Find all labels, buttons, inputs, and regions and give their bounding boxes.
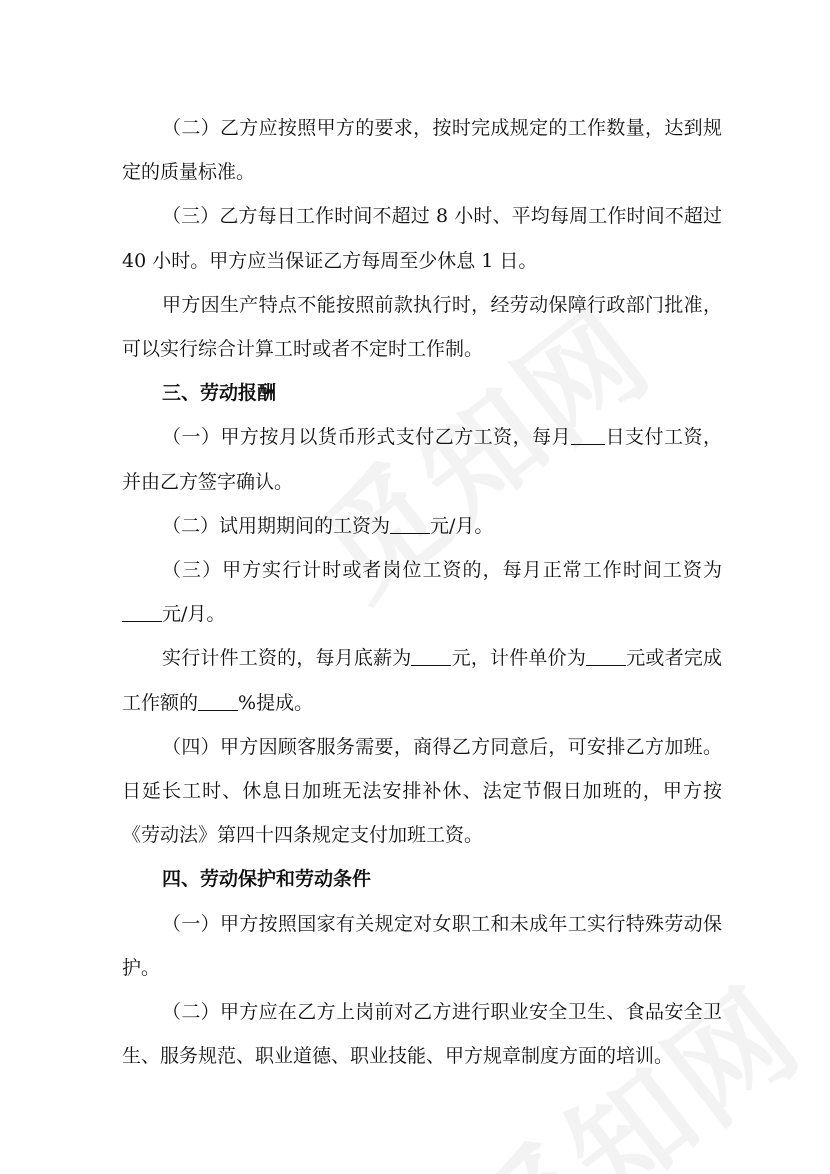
text-segment: %提成。 xyxy=(238,691,314,714)
fill-in-blank xyxy=(571,426,605,445)
text-segment: 日支付工资，并由乙方签字确认。 xyxy=(122,426,722,493)
paragraph: （一）甲方按照国家有关规定对女职工和未成年工实行特殊劳动保护。 xyxy=(122,912,722,979)
section-heading: 三、劳动报酬 xyxy=(162,382,277,405)
fill-in-blank xyxy=(411,647,451,666)
text-segment: 元/月。 xyxy=(430,514,494,537)
text-segment: 实行计件工资的，每月底薪为 xyxy=(162,647,412,670)
fill-in-blank xyxy=(586,647,626,666)
text-segment: 元，计件单价为 xyxy=(451,647,587,670)
text-segment: 元/月。 xyxy=(162,603,226,626)
paragraph xyxy=(122,504,722,548)
paragraph: 甲方因生产特点不能按照前款执行时，经劳动保障行政部门批准，可以实行综合计算工时或者不定时工作制。 xyxy=(122,293,722,361)
fill-in-blank xyxy=(198,692,238,711)
paragraph xyxy=(122,548,722,636)
paragraph xyxy=(122,636,722,724)
paragraph: （二）甲方应在乙方上岗前对乙方进行职业安全卫生、食品安全卫生、服务规范、职业道德、职业技能、甲方规章制度方面的培训。 xyxy=(122,1001,722,1068)
fill-in-blank xyxy=(122,603,162,622)
paragraph: （二）乙方应按照甲方的要求，按时完成规定的工作数量，达到规定的质量标准。 xyxy=(122,117,722,184)
fill-in-blank xyxy=(390,515,430,534)
document-body xyxy=(122,106,722,1078)
text-segment: 元或者完成工作额的 xyxy=(122,647,722,714)
paragraph xyxy=(122,415,722,503)
paragraph: （四）甲方因顾客服务需要，商得乙方同意后，可安排乙方加班。日延长工时、休息日加班无法安排补休、法定节假日加班的，甲方按《劳动法》第四十四条规定支付加班工资。 xyxy=(122,735,722,847)
paragraph: （三）乙方每日工作时间不超过 8 小时、平均每周工作时间不超过 40 小时。甲方应当保证乙方每周至少休息 1 日。 xyxy=(122,205,722,272)
text-segment: （二）试用期期间的工资为 xyxy=(162,514,391,537)
section-heading: 四、劳动保护和劳动条件 xyxy=(162,868,372,891)
text-segment: （一）甲方按月以货币形式支付乙方工资，每月 xyxy=(162,426,572,449)
text-segment: （三）甲方实行计时或者岗位工资的，每月正常工作时间工资为 xyxy=(162,559,722,582)
